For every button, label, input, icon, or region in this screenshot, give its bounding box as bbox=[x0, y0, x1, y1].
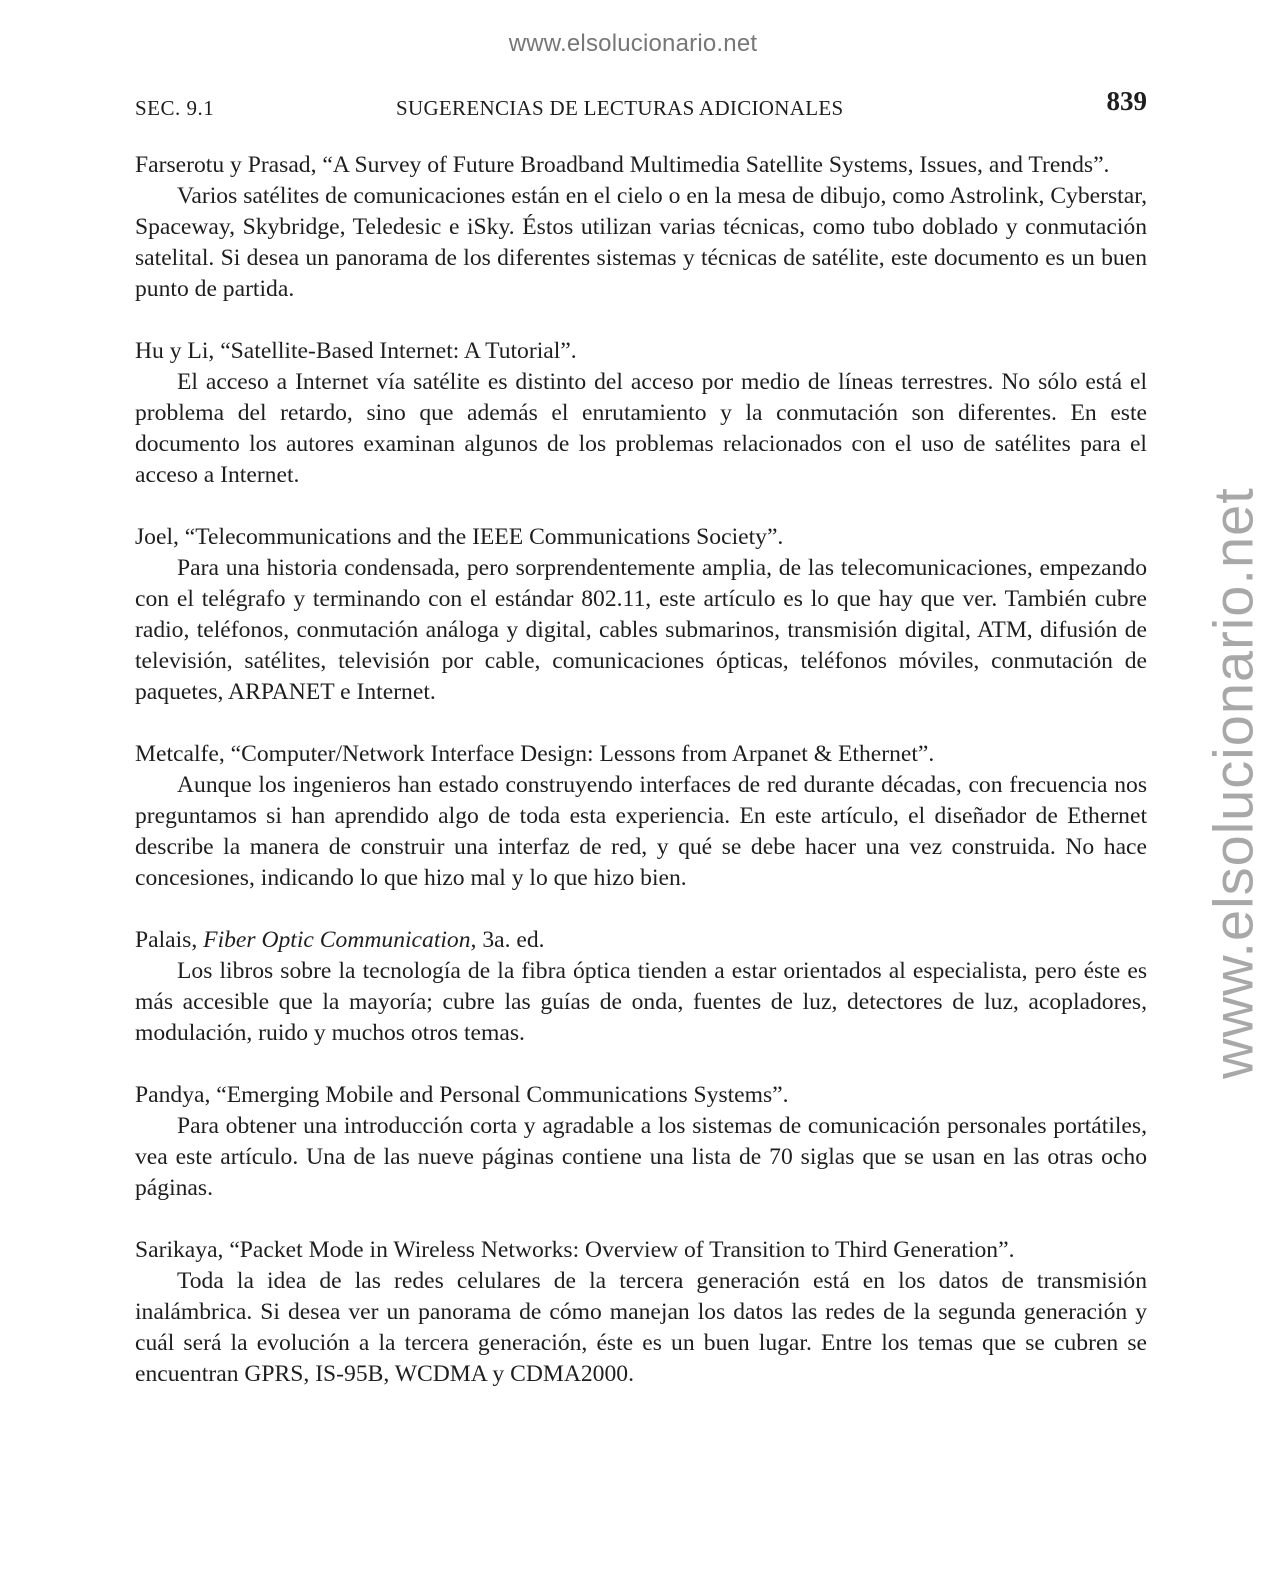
page-number: 839 bbox=[1106, 86, 1147, 116]
reading-entry-joel bbox=[135, 522, 1147, 708]
watermark-side-url: www.elsolucionario.net bbox=[1201, 487, 1265, 1079]
entry-citation: Sarikaya, “Packet Mode in Wireless Networks: Overview of Transition to Third Generation”. bbox=[135, 1237, 1015, 1263]
reading-list bbox=[135, 150, 1147, 1421]
entry-citation: Joel, “Telecommunications and the IEEE Communications Society”. bbox=[135, 524, 784, 550]
reading-entry-palais bbox=[135, 925, 1147, 1049]
entry-description: Toda la idea de las redes celulares de la tercera generación está en los datos de transmisión inalámbrica. Si desea ver un panorama de cómo manejan los datos las redes de la segunda generación y cuál será la evolución a la tercera generación, éste es un buen lugar. Entre los temas que se cubren se encuentran GPRS, IS-95B, WCDMA y CDMA2000. bbox=[135, 1268, 1147, 1387]
entry-description: Para obtener una introducción corta y agradable a los sistemas de comunicación personales portátiles, vea este artículo. Una de las nueve páginas contiene una lista de 70 siglas que se usan en las otras ocho páginas. bbox=[135, 1113, 1147, 1201]
citation-author: Palais, bbox=[135, 927, 204, 953]
entry-citation: Hu y Li, “Satellite-Based Internet: A Tutorial”. bbox=[135, 338, 577, 364]
entry-description: Los libros sobre la tecnología de la fibra óptica tienden a estar orientados al especialista, pero éste es más accesible que la mayoría; cubre las guías de onda, fuentes de luz, detectores de luz, acopladores, modulación, ruido y muchos otros temas. bbox=[135, 958, 1147, 1046]
watermark-top-url: www.elsolucionario.net bbox=[508, 30, 758, 57]
citation-book-title: Fiber Optic Communication, bbox=[203, 927, 477, 953]
citation-edition: 3a. ed. bbox=[476, 927, 545, 953]
entry-citation: Pandya, “Emerging Mobile and Personal Communications Systems”. bbox=[135, 1082, 789, 1108]
entry-citation: Farserotu y Prasad, “A Survey of Future Broadband Multimedia Satellite Systems, Issues, and Trends”. bbox=[135, 152, 1110, 178]
entry-description: El acceso a Internet vía satélite es distinto del acceso por medio de líneas terrestres. No sólo está el problema del retardo, sino que además el enrutamiento y la conmutación son diferentes. En este documento los autores examinan algunos de los problemas relacionados con el uso de satélites para el acceso a Internet. bbox=[135, 369, 1147, 488]
section-number: SEC. 9.1 bbox=[135, 96, 215, 120]
entry-citation: Metcalfe, “Computer/Network Interface Design: Lessons from Arpanet & Ethernet”. bbox=[135, 741, 935, 767]
reading-entry-hu-li bbox=[135, 336, 1147, 491]
reading-entry-farserotu bbox=[135, 150, 1147, 305]
running-head bbox=[135, 86, 1147, 126]
entry-description: Aunque los ingenieros han estado construyendo interfaces de red durante décadas, con frecuencia nos preguntamos si han aprendido algo de toda esta experiencia. En este artículo, el diseñador de Ethernet describe la manera de construir una interfaz de red, y qué se debe hacer una vez construida. No hace concesiones, indicando lo que hizo mal y lo que hizo bien. bbox=[135, 772, 1147, 891]
entry-description: Varios satélites de comunicaciones están en el cielo o en la mesa de dibujo, como Astrolink, Cyberstar, Spaceway, Skybridge, Teledesic e iSky. Éstos utilizan varias técnicas, como tubo doblado y conmutación satelital. Si desea un panorama de los diferentes sistemas y técnicas de satélite, este documento es un buen punto de partida. bbox=[135, 183, 1147, 302]
section-title: SUGERENCIAS DE LECTURAS ADICIONALES bbox=[396, 96, 844, 120]
reading-entry-pandya bbox=[135, 1080, 1147, 1204]
entry-citation bbox=[135, 925, 1147, 956]
reading-entry-sarikaya bbox=[135, 1235, 1147, 1390]
entry-description: Para una historia condensada, pero sorprendentemente amplia, de las telecomunicaciones, empezando con el telégrafo y terminando con el estándar 802.11, este artículo es lo que hay que ver. También cubre radio, teléfonos, conmutación análoga y digital, cables submarinos, transmisión digital, ATM, difusión de televisión, satélites, televisión por cable, comunicaciones ópticas, teléfonos móviles, conmutación de paquetes, ARPANET e Internet. bbox=[135, 555, 1147, 705]
reading-entry-metcalfe bbox=[135, 739, 1147, 894]
